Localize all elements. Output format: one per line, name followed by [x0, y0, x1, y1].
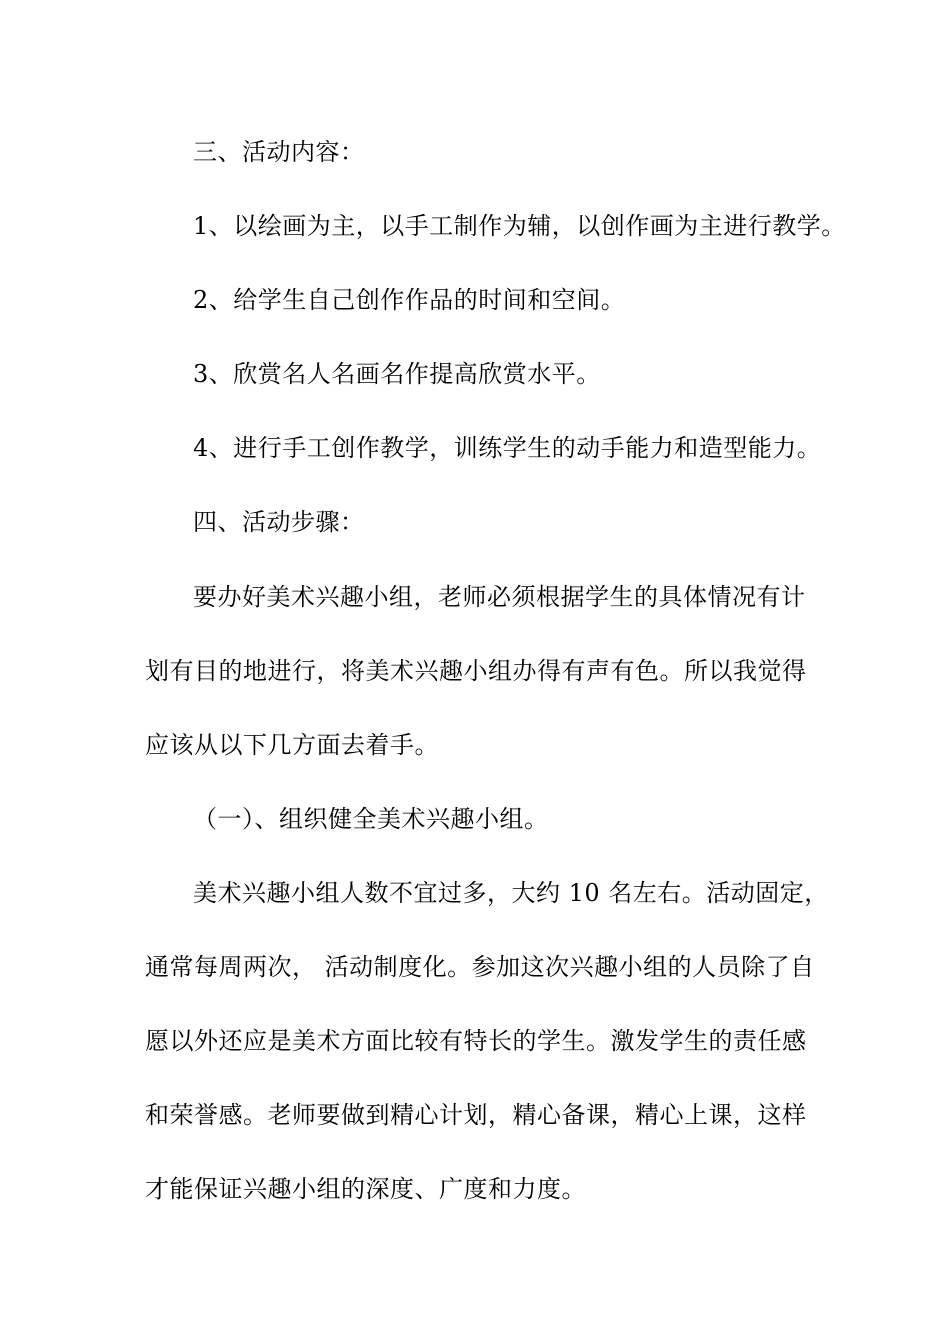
content-item-2: 2、给学生自己创作作品的时间和空间。	[193, 286, 626, 314]
paragraph-line: 才能保证兴趣小组的深度、广度和力度。	[145, 1175, 586, 1203]
content-item-3: 3、欣赏名人名画名作提高欣赏水平。	[193, 360, 601, 388]
section-heading-activity-content: 三、活动内容：	[193, 138, 365, 166]
paragraph-line: 和荣誉感。老师要做到精心计划，精心备课，精心上课，这样	[145, 1101, 807, 1129]
section-heading-activity-steps: 四、活动步骤：	[193, 508, 365, 536]
content-item-4: 4、进行手工创作教学，训练学生的动手能力和造型能力。	[193, 434, 822, 462]
content-item-1: 1、以绘画为主，以手工制作为辅，以创作画为主进行教学。	[193, 212, 846, 240]
paragraph-line: 美术兴趣小组人数不宜过多，大约 10 名左右。活动固定，	[193, 879, 829, 907]
paragraph-line: 划有目的地进行，将美术兴趣小组办得有声有色。所以我觉得	[145, 657, 807, 685]
paragraph-line: 应该从以下几方面去着手。	[145, 731, 439, 759]
paragraph-line: 通常每周两次， 活动制度化。参加这次兴趣小组的人员除了自	[145, 953, 815, 981]
paragraph-line: 愿以外还应是美术方面比较有特长的学生。激发学生的责任感	[145, 1027, 807, 1055]
paragraph-line: 要办好美术兴趣小组，老师必须根据学生的具体情况有计	[193, 583, 806, 611]
subsection-heading: （一）、组织健全美术兴趣小组。	[193, 805, 549, 833]
